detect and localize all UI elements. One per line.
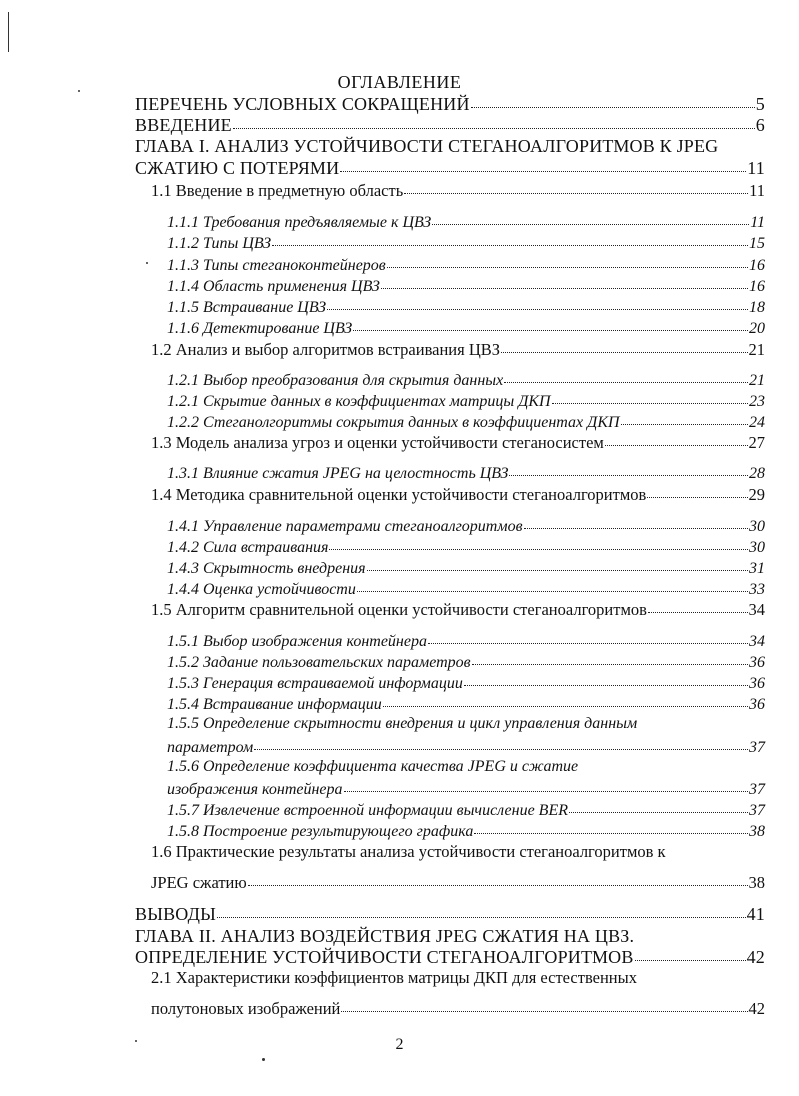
- leader-dots: [524, 514, 748, 529]
- toc-entry: [167, 391, 765, 411]
- toc-page-number: 16: [749, 277, 765, 295]
- leader-dots: [248, 871, 748, 886]
- leader-dots: [387, 253, 748, 268]
- toc-page-number: 18: [749, 298, 765, 316]
- toc-entry: [167, 297, 765, 317]
- toc-entry: [167, 516, 765, 536]
- toc-page-number: 42: [746, 947, 765, 968]
- leader-dots: [340, 156, 746, 172]
- toc-entry-text: 1.1 Введение в предметную область: [151, 181, 404, 201]
- toc-entry-text-line1: 1.5.6 Определение коэффициента качества JPEG и сжатие: [167, 758, 579, 775]
- toc-page-number: 11: [747, 158, 765, 179]
- toc-entry: [167, 800, 765, 820]
- toc-page-number: 21: [749, 371, 765, 389]
- toc-entry-text: 1.1.1 Требования предъявляемые к ЦВЗ: [167, 213, 432, 231]
- leader-dots: [357, 577, 748, 592]
- toc-page-number: 27: [748, 433, 765, 453]
- leader-dots: [569, 798, 748, 813]
- toc-entry: [167, 537, 765, 557]
- toc-page-number: 28: [749, 464, 765, 482]
- toc-entry-text: 1.5.4 Встраивание информации: [167, 695, 382, 713]
- toc-entry-text: 1.2.2 Стеганолгоритмы сокрытия данных в коэффициентах ДКП: [167, 413, 620, 431]
- toc-page-number: 24: [749, 413, 765, 431]
- toc-page-number: 37: [749, 801, 765, 819]
- toc-page-number: 5: [755, 94, 765, 115]
- toc-entry-text-line1: ГЛАВА II. АНАЛИЗ ВОЗДЕЙСТВИЯ JPEG СЖАТИЯ НА ЦВЗ.: [135, 926, 635, 946]
- toc-entry-text: 1.1.6 Детектирование ЦВЗ: [167, 319, 353, 337]
- toc-entry-text: параметром: [167, 738, 254, 756]
- toc-entry: [167, 318, 765, 338]
- toc-entry-text: 1.2 Анализ и выбор алгоритмов встраивания ЦВЗ: [151, 340, 501, 360]
- toc-entry-text-line1: 1.6 Практические результаты анализа устойчивости стеганоалгоритмов к: [151, 842, 666, 861]
- toc-page-number: 11: [750, 213, 765, 231]
- toc-entry-text: JPEG сжатию: [151, 873, 247, 893]
- toc-page-number: 36: [749, 653, 765, 671]
- toc-page-number: 30: [749, 517, 765, 535]
- toc-entry: [151, 485, 765, 505]
- leader-dots: [432, 210, 749, 225]
- leader-dots: [233, 113, 755, 129]
- toc-entry: [167, 558, 765, 578]
- leader-dots: [635, 945, 746, 961]
- toc-entry: [135, 904, 765, 925]
- toc-entry: [167, 779, 765, 799]
- toc-entry-text: 1.5.2 Задание пользовательских параметров: [167, 653, 471, 671]
- scan-artifact: [135, 1040, 137, 1042]
- leader-dots: [552, 389, 748, 404]
- toc-entry: [135, 115, 765, 136]
- scan-artifact: [262, 1058, 265, 1061]
- toc-page-number: 34: [748, 600, 765, 620]
- toc-page-number: 36: [749, 674, 765, 692]
- leader-dots: [217, 902, 746, 918]
- toc-entry-text: 1.1.2 Типы ЦВЗ: [167, 234, 272, 252]
- toc-entry: [167, 821, 765, 841]
- toc-entry: [167, 233, 765, 253]
- toc-entry-text: ВЫВОДЫ: [135, 904, 216, 925]
- leader-dots: [383, 692, 748, 707]
- toc-page-number: 36: [749, 695, 765, 713]
- toc-entry: [151, 181, 765, 201]
- toc-page-number: 38: [749, 822, 765, 840]
- leader-dots: [341, 997, 747, 1012]
- toc-entry-text: 1.4.3 Скрытность внедрения: [167, 559, 366, 577]
- toc-entry: [167, 673, 765, 693]
- toc-entry-text: 1.5.3 Генерация встраиваемой информации: [167, 674, 463, 692]
- toc-entry: [167, 255, 765, 275]
- leader-dots: [428, 629, 748, 644]
- toc-entry-text: 1.4 Методика сравнительной оценки устойчивости стеганоалгоритмов: [151, 485, 647, 505]
- leader-dots: [474, 819, 748, 834]
- page-number: 2: [395, 1036, 404, 1053]
- toc-entry: [167, 370, 765, 390]
- toc-page-number: 31: [749, 559, 765, 577]
- toc-entry-text: СЖАТИЮ С ПОТЕРЯМИ: [135, 158, 340, 179]
- toc-entry: [167, 212, 765, 232]
- toc-entry-text: 1.2.1 Выбор преобразования для скрытия данных: [167, 371, 504, 389]
- toc-page-number: 34: [749, 632, 765, 650]
- leader-dots: [254, 735, 748, 750]
- toc-entry-text: ПЕРЕЧЕНЬ УСЛОВНЫХ СОКРАЩЕНИЙ: [135, 94, 470, 115]
- toc-entry-text: 1.5.1 Выбор изображения контейнера: [167, 632, 427, 650]
- toc-page-number: 37: [749, 738, 765, 756]
- toc-entry-text: ОПРЕДЕЛЕНИЕ УСТОЙЧИВОСТИ СТЕГАНОАЛГОРИТМОВ: [135, 947, 634, 968]
- toc-entry: [167, 412, 765, 432]
- toc-page-number: 11: [749, 181, 765, 201]
- toc-entry-text-line1: 2.1 Характеристики коэффициентов матрицы ДКП для естественных: [151, 968, 637, 987]
- toc-entry-text: 1.4.4 Оценка устойчивости: [167, 580, 356, 598]
- toc-entry-text: 1.4.2 Сила встраивания: [167, 538, 329, 556]
- toc-entry: [151, 340, 765, 360]
- scan-artifact: [8, 12, 9, 52]
- leader-dots: [404, 179, 748, 194]
- toc-page-number: 41: [746, 904, 765, 925]
- toc-page-number: 16: [749, 256, 765, 274]
- toc-entry-text: 1.1.5 Встраивание ЦВЗ: [167, 298, 327, 316]
- toc-entry: [167, 463, 765, 483]
- page-title: ОГЛАВЛЕНИЕ: [337, 72, 462, 92]
- toc-entry: [167, 652, 765, 672]
- toc-entry: [167, 694, 765, 714]
- leader-dots: [272, 231, 748, 246]
- toc-entry: [135, 158, 765, 179]
- leader-dots: [471, 92, 755, 108]
- toc-page-number: 33: [749, 580, 765, 598]
- leader-dots: [381, 274, 748, 289]
- toc-entry: [151, 873, 765, 893]
- toc-entry: [167, 276, 765, 296]
- toc-page-number: 30: [749, 538, 765, 556]
- toc-page-number: 21: [748, 340, 765, 360]
- leader-dots: [504, 368, 748, 383]
- toc-entry-text: 1.1.4 Область применения ЦВЗ: [167, 277, 380, 295]
- toc-entry-text: 1.3 Модель анализа угроз и оценки устойчивости стеганосистем: [151, 433, 604, 453]
- scan-artifact: [146, 262, 148, 264]
- toc-page-number: 6: [755, 115, 765, 136]
- toc-entry-text: 1.1.3 Типы стеганоконтейнеров: [167, 256, 386, 274]
- toc-entry: [167, 579, 765, 599]
- toc-page-number: 42: [748, 999, 765, 1019]
- leader-dots: [472, 650, 748, 665]
- toc-entry-text: ВВЕДЕНИЕ: [135, 115, 232, 136]
- leader-dots: [329, 535, 748, 550]
- toc-entry-text-line1: ГЛАВА I. АНАЛИЗ УСТОЙЧИВОСТИ СТЕГАНОАЛГОРИТМОВ К JPEG: [135, 136, 719, 156]
- toc-entry-text: 1.5.8 Построение результирующего графика: [167, 822, 474, 840]
- leader-dots: [621, 410, 749, 425]
- toc-entry: [151, 433, 765, 453]
- toc-page-number: 20: [749, 319, 765, 337]
- toc-entry-text: 1.5.7 Извлечение встроенной информации вычисление BER: [167, 801, 568, 819]
- toc-page-number: 23: [749, 392, 765, 410]
- leader-dots: [367, 556, 748, 571]
- toc-page-number: 37: [749, 780, 765, 798]
- leader-dots: [464, 671, 748, 686]
- toc-entry: [151, 999, 765, 1019]
- toc-page-number: 15: [749, 234, 765, 252]
- toc-entry-text-line1: 1.5.5 Определение скрытности внедрения и цикл управления данным: [167, 715, 638, 732]
- leader-dots: [344, 777, 748, 792]
- toc-entry: [167, 737, 765, 757]
- toc-entry: [151, 600, 765, 620]
- toc-entry-text: 1.2.1 Скрытие данных в коэффициентах матрицы ДКП: [167, 392, 551, 410]
- toc-page-number: 29: [748, 485, 765, 505]
- toc-entry: [167, 631, 765, 651]
- toc-entry-text: 1.4.1 Управление параметрами стеганоалгоритмов: [167, 517, 523, 535]
- leader-dots: [605, 431, 748, 446]
- leader-dots: [327, 295, 748, 310]
- toc-entry-text: 1.5 Алгоритм сравнительной оценки устойчивости стеганоалгоритмов: [151, 600, 647, 620]
- toc-entry-text: 1.3.1 Влияние сжатия JPEG на целостность ЦВЗ: [167, 464, 509, 482]
- leader-dots: [501, 338, 747, 353]
- leader-dots: [648, 598, 748, 613]
- toc-entry-text: полутоновых изображений: [151, 999, 341, 1019]
- leader-dots: [353, 316, 748, 331]
- scan-artifact: [78, 90, 80, 92]
- toc-entry: [135, 947, 765, 968]
- toc-entry-text: изображения контейнера: [167, 780, 343, 798]
- toc-page-number: 38: [748, 873, 765, 893]
- leader-dots: [509, 461, 748, 476]
- leader-dots: [647, 483, 747, 498]
